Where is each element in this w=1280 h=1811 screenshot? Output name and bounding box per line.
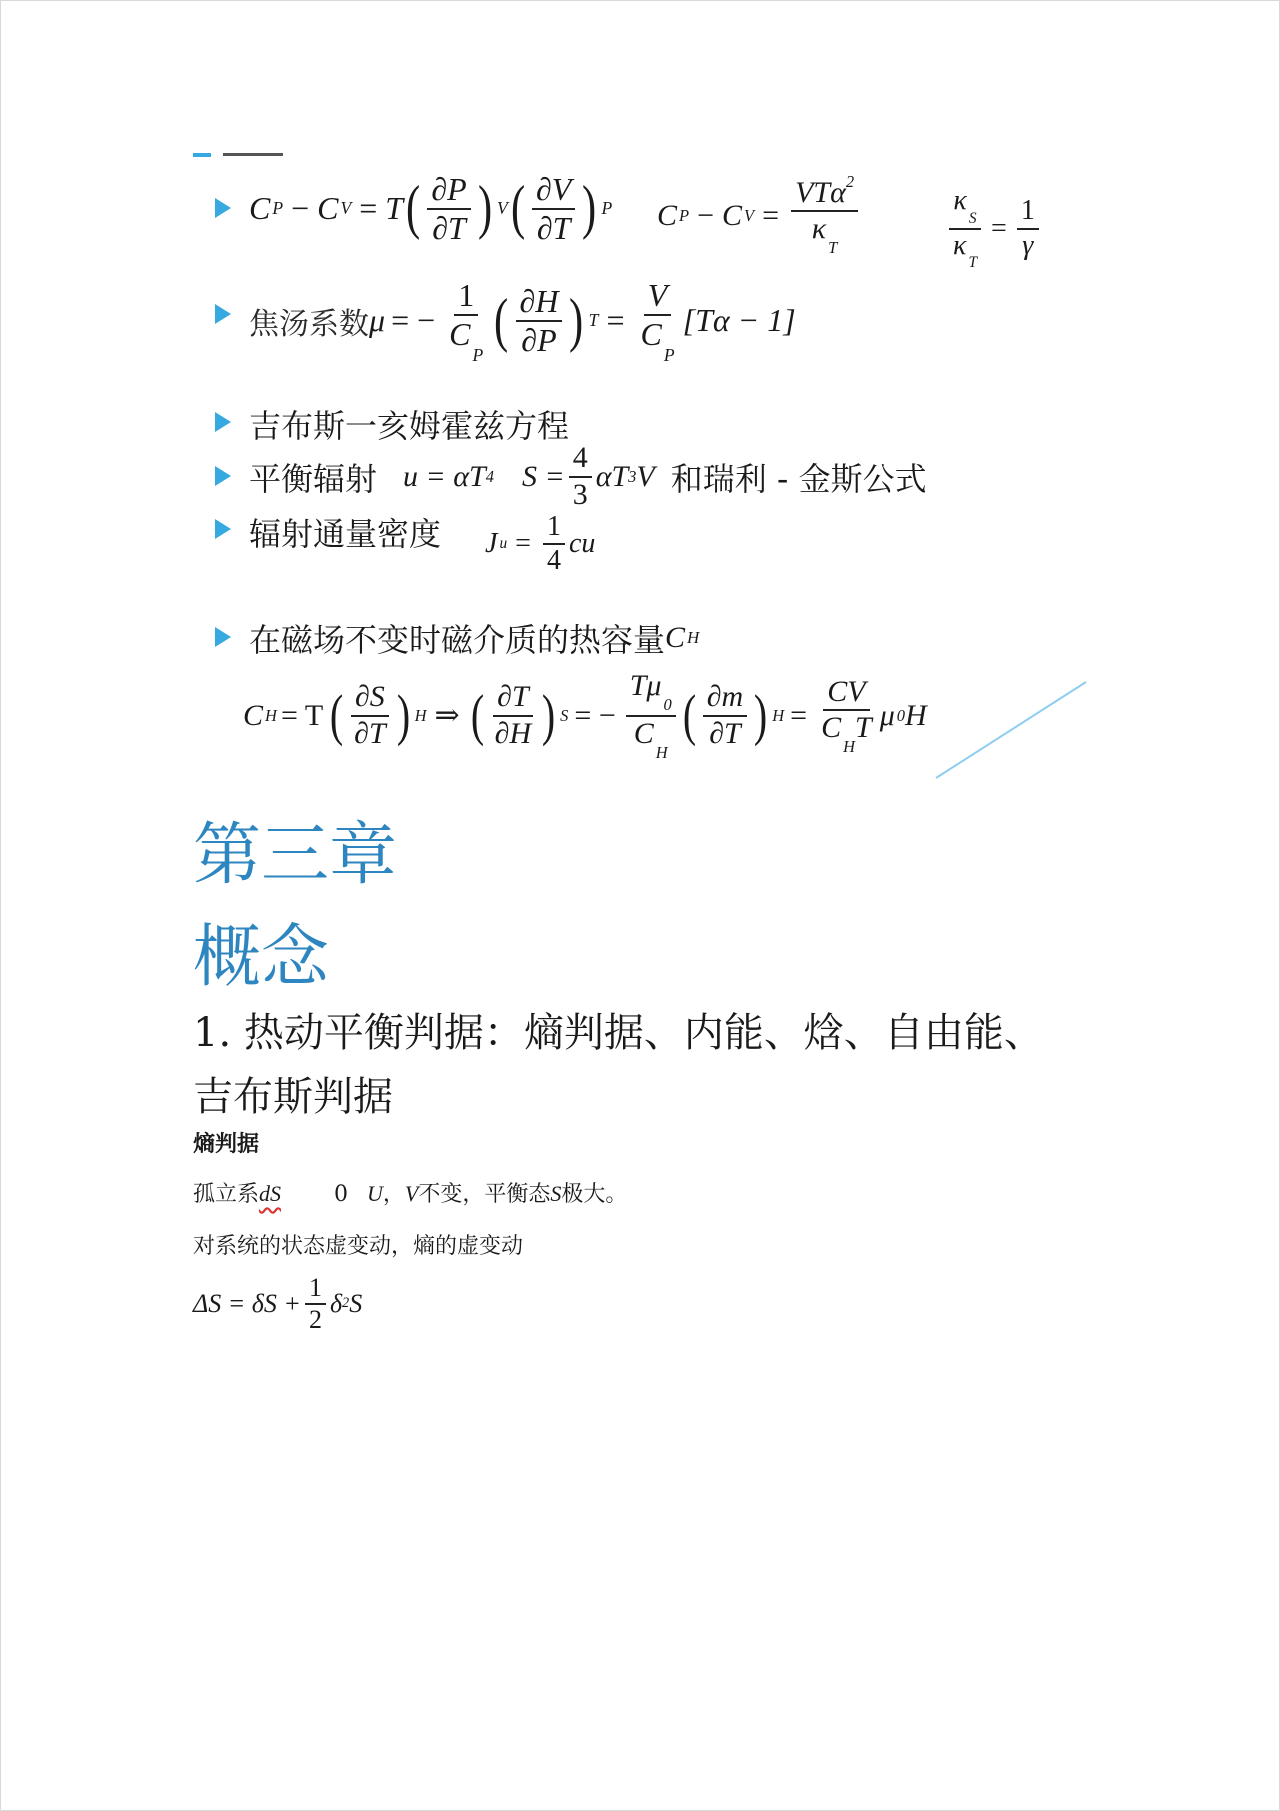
equilibrium-radiation-line: 平衡辐射 u = αT 4 S = $\frac{4}{3}$ αT 3 V 和瑞利 - 金斯公式 [249, 441, 927, 511]
subsection-heading-line2: 吉布斯判据 [193, 1074, 393, 1120]
chapter-heading: 第三章 [193, 816, 398, 895]
equation-cp-cv: C P − C V = T ( $\frac{\partial P}{\partial T}$ ) V ( $\frac{\partial V}{\partial T}$ ) P [249, 171, 613, 246]
bullet-icon [215, 304, 231, 324]
gibbs-helmholtz-label: 吉布斯一亥姆霍兹方程 [249, 407, 570, 445]
section-heading: 概念 [193, 918, 330, 997]
cropped-top-remnant [193, 149, 293, 161]
equation-cp-cv-alpha: C P − C V = $\frac{VT\alpha^2}{\kappa_T}$ [657, 173, 862, 258]
entropy-variation-equation: ΔS = δS + $\frac{1}{2}$ δ 2 S [193, 1273, 363, 1334]
entropy-criterion-heading: 熵判据 [193, 1131, 260, 1157]
equation-magnetic-heat-capacity: C H = T ( $\frac{\partial S}{\partial T}$ ) H ⇒ ( $\frac{\partial T}{\partial H}$ ) S = − $\frac{T\mu_0}{C_H}$ ( $\frac{\partial m}{\partial T}$ ) H = $\frac{CV}{C_HT}$ μ 0 H [243, 669, 927, 762]
bullet-icon [215, 412, 231, 432]
bullet-icon [215, 519, 231, 539]
equation-joule-thomson: 焦汤系数 μ = − $\frac{1}{C_P}$ ( $\frac{\partial H}{\partial P}$ ) T = $\frac{V}{C_P}$ [Tα − 1] [249, 277, 796, 365]
subsection-heading-line1: 1. 热动平衡判据：熵判据、内能、焓、自由能、 [193, 1010, 1044, 1056]
virtual-variation-paragraph: 对系统的状态虚变动，熵的虚变动 [193, 1234, 524, 1259]
decorative-diagonal-line [931, 677, 1091, 783]
bullet-icon [215, 466, 231, 486]
bullet-icon [215, 627, 231, 647]
equation-flux-density: J u = $\frac{1}{4}$ cu [485, 511, 596, 577]
radiation-flux-label: 辐射通量密度 [249, 515, 442, 553]
equation-kappa-ratio: $\frac{\kappa_S}{\kappa_T}$ = $\frac{1}{\gamma}$ [945, 185, 1043, 272]
bullet-icon [215, 198, 231, 218]
isolated-system-paragraph: 孤立系dS 0 U，V不变，平衡态S极大。 [193, 1181, 628, 1207]
magnetic-heat-capacity-label: 在磁场不变时磁介质的热容量 C H [249, 621, 700, 659]
